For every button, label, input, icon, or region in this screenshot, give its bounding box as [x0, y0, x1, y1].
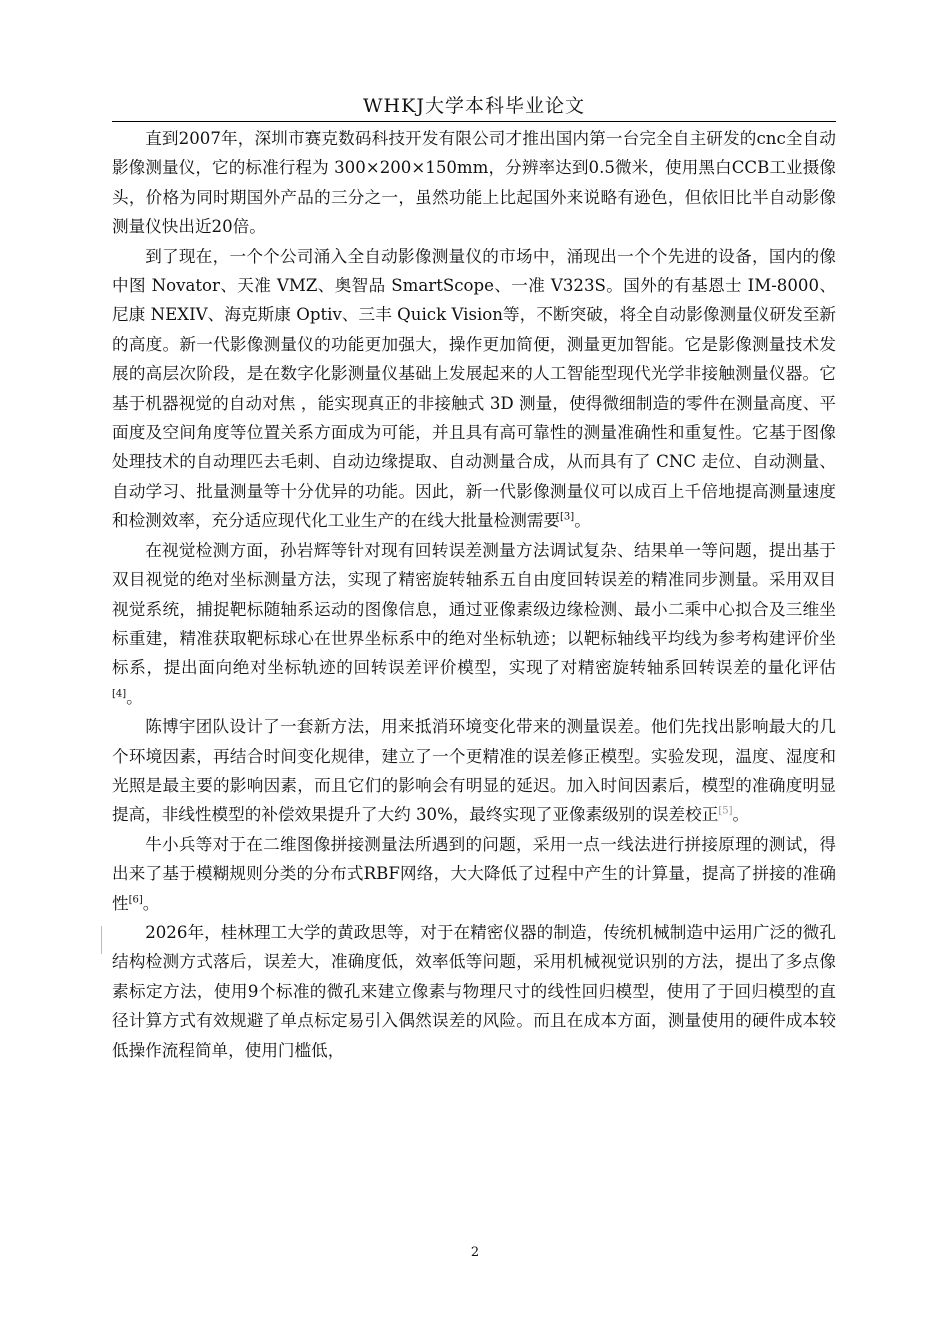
citation-ref: [5] — [718, 805, 733, 817]
paragraph-tail: 。 — [732, 805, 750, 825]
paragraph-text: 到了现在，一个个公司涌入全自动影像测量仪的市场中，涌现出一个个先进的设备，国内的像中图 Novator、天准 VMZ、奥智品 SmartScope、一准 V323S。国外的有基恩士 IM-8000、尼康 NEXIV、海克斯康 Optiv、三丰 Quick Vision等，不断突破，将全自动影像测量仪研发至新的高度。新一代影像测量仪的功能更加强大，操作更加简便，测量更加智能。它是影像测量技术发展的高层次阶段，是在数字化影测量仪基础上发展起来的人工智能型现代光学非接触测量仪器。它基于机器视觉的自动对焦 ，能实现真正的非接触式 3D 测量，使得微细制造的零件在测量高度、平面度及空间角度等位置关系方面成为可能，并且具有高可靠性的测量准确性和重复性。它基于图像处理技术的自动理匹去毛刺、自动边缘提取、自动测量合成，从而具有了 CNC 走位、自动测量、自动学习、批量测量等十分优异的功能。因此，新一代影像测量仪可以成百上千倍地提高测量速度和检测效率，充分适应现代化工业生产的在线大批量检测需要 — [112, 246, 836, 531]
citation-ref: [6] — [128, 894, 143, 906]
header-rule — [112, 121, 836, 122]
citation-ref: [4] — [112, 688, 127, 700]
body-text — [112, 124, 836, 1065]
paragraph-3 — [112, 536, 836, 712]
paragraph-1 — [112, 124, 836, 242]
paragraph-5 — [112, 830, 836, 918]
citation-ref: [3] — [560, 511, 575, 523]
paragraph-text: 直到2007年，深圳市赛克数码科技开发有限公司才推出国内第一台完全自主研发的cnc全自动影像测量仪，它的标准行程为 300×200×150mm，分辨率达到0.5微米，使用黑白CCB工业摄像头，价格为同时期国外产品的三分之一，虽然功能上比起国外来说略有逊色，但依旧比半自动影像测量仪快出近20倍。 — [112, 129, 836, 237]
paragraph-text: 陈博宇团队设计了一套新方法，用来抵消环境变化带来的测量误差。他们先找出影响最大的几个环境因素，再结合时间变化规律，建立了一个更精准的误差修正模型。实验发现，温度、湿度和光照是最主要的影响因素，而且它们的影响会有明显的延迟。加入时间因素后，模型的准确度明显提高，非线性模型的补偿效果提升了大约 30%，最终实现了亚像素级别的误差校正 — [112, 717, 836, 825]
paragraph-text: 2026年，桂林理工大学的黄政思等，对于在精密仪器的制造，传统机械制造中运用广泛的微孔结构检测方式落后，误差大，准确度低，效率低等问题，采用机械视觉识别的方法，提出了多点像素标定方法，使用9个标准的微孔来建立像素与物理尺寸的线性回归模型，使用了于回归模型的直径计算方式有效规避了单点标定易引入偶然误差的风险。而且在成本方面，测量使用的硬件成本较低操作流程简单，使用门槛低， — [112, 922, 836, 1060]
paragraph-tail: 。 — [126, 687, 143, 707]
page-header — [112, 94, 836, 118]
paragraph-text: 牛小兵等对于在二维图像拼接测量法所遇到的问题，采用一点一线法进行拼接原理的测试，得出来了基于模糊规则分类的分布式RBF网络，大大降低了过程中产生的计算量，提高了拼接的准确性 — [112, 834, 836, 913]
page-number-text: 2 — [470, 1245, 480, 1260]
paragraph-tail: 。 — [142, 893, 160, 913]
paragraph-6 — [112, 918, 836, 1065]
paragraph-2 — [112, 242, 836, 536]
paragraph-tail: 。 — [574, 511, 591, 531]
paragraph-4 — [112, 712, 836, 830]
header-title: WHKJ大学本科毕业论文 — [363, 95, 585, 117]
paragraph-text: 在视觉检测方面，孙岩辉等针对现有回转误差测量方法调试复杂、结果单一等问题，提出基于双目视觉的绝对坐标测量方法，实现了精密旋转轴系五自由度回转误差的精准同步测量。采用双目视觉系统，捕捉靶标随轴系运动的图像信息，通过亚像素级边缘检测、最小二乘中心拟合及三维坐标重建，精准获取靶标球心在世界坐标系中的绝对坐标轨迹；以靶标轴线平均线为参考构建评价坐标系，提出面向绝对坐标轨迹的回转误差评价模型，实现了对精密旋转轴系回转误差的量化评估 — [112, 540, 836, 678]
margin-mark — [101, 926, 102, 954]
page-number — [0, 1245, 950, 1261]
